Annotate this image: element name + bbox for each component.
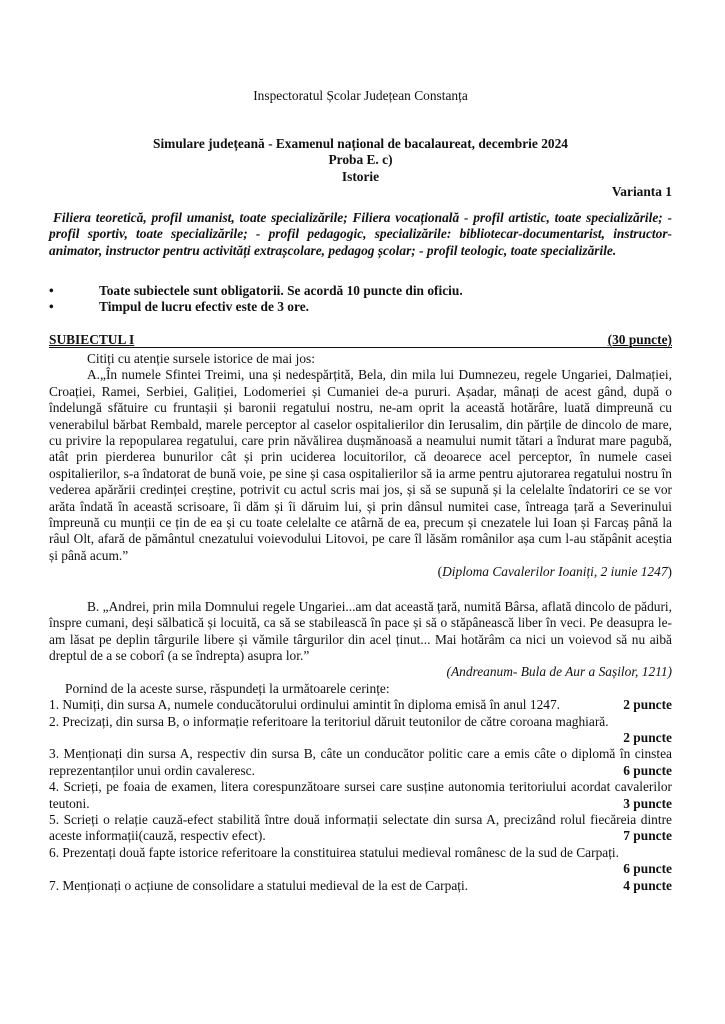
bullet-icon: • xyxy=(49,283,54,298)
source-a-citation: (Diploma Cavalerilor Ioaniți, 2 iunie 1247) xyxy=(437,564,672,580)
title-line-2: Proba E. c) xyxy=(328,152,393,168)
rules-list xyxy=(49,283,672,316)
title-line-1: Simulare județeană - Examenul național de bacalaureat, decembrie 2024 xyxy=(153,136,568,151)
question-4: 4. Scrieți, pe foaia de examen, litera corespunzătoare sursei care susține autonomia teritoriului acordat cavalerilor teutoni. 3 puncte xyxy=(49,779,672,811)
title-line-3: Istorie xyxy=(341,168,380,184)
exam-title xyxy=(49,136,672,185)
question-7: 7. Menționați o acțiune de consolidare a statului medieval de la est de Carpați. 4 puncte xyxy=(49,877,672,893)
subject-section xyxy=(49,333,672,894)
rule-item: • Timpul de lucru efectiv este de 3 ore. xyxy=(49,299,309,315)
question-2-points: 2 puncte xyxy=(623,729,672,745)
question-6-points: 6 puncte xyxy=(623,861,672,877)
question-6: 6. Prezentați două fapte istorice referitoare la constituirea statului medieval românesc de la sud de Carpați. xyxy=(49,844,619,860)
question-3: 3. Menționați din sursa A, respectiv din sursa B, câte un conducător politic care a emis câte o diplomă în cinstea reprezentanților unui ordin cavaleresc. 6 puncte xyxy=(49,746,672,778)
header-institution: Inspectoratul Școlar Județean Constanța xyxy=(253,88,468,103)
subject-heading xyxy=(49,333,672,348)
task-intro: Pornind de la aceste surse, răspundeți la următoarele cerințe: xyxy=(65,680,390,696)
question-2: 2. Precizați, din sursa B, o informație referitoare la teritoriul dăruit teutonilor de către coroana maghiară. xyxy=(49,713,609,729)
rule-item: • Toate subiectele sunt obligatorii. Se acordă 10 puncte din oficiu. xyxy=(49,283,463,298)
subject-points: (30 puncte) xyxy=(607,332,672,347)
intro-text: Citiți cu atenție sursele istorice de mai jos: xyxy=(87,351,315,366)
question-1: 1. Numiți, din sursa A, numele conducătorului ordinului amintit în diploma emisă în anul 1247. 2 puncte xyxy=(49,697,672,713)
bullet-icon: • xyxy=(49,299,54,315)
source-b: B. „Andrei, prin mila Domnului regele Ungariei...am dat această țară, numită Bârsa, aflată dincolo de păduri, înspre cumani, deși sălbatică și locuită, ca să se stabilească în pace și să o stăpânească liber în veci. Pe deasupra le-am lăsat pe deplin târgurile libere și vămile târgurilor din acel ținut... Mai hotărâm ca nici un voievod să nu aibă dreptul de a se coborî (a se îndrepta) asupra lor.” xyxy=(49,598,672,663)
subject-title: SUBIECTUL I xyxy=(49,332,135,347)
source-a: A.„În numele Sfintei Treimi, una și nedespărțită, Bela, din mila lui Dumnezeu, regele Ungariei, Dalmației, Croației, Ramei, Serbiei, Galiției, Lodomeriei și Cumaniei de-a pururi. Așadar, mânați de acest gând, după o îndelungă sfătuire cu fruntașii și baronii regatului nostru, ne-am oprit la această hotărâre, luată dimpreună cu venerabilul bărbat Rembald, marele perceptor al caselor ospitalierilor din Ierusalim, din părțile de dincolo de mare, cu privire la repopularea regatului, care prin năvălirea dușmănoasă a neamului numit tătari a îndurat mare pagubă, atât prin pierderea bunurilor cât și prin uciderea locuitorilor, că deoarece acel perceptor, în numele casei ospitalierilor, s-a îndatorat de bună voie, pe sine și casa ospitalierilor să ia arme pentru ajutorarea regatului nostru în vederea apărării credinței creștine, potrivit cu actul scris mai jos, și să se supună și la celelalte îndatoriri ce se vor arăta îndată în această scrisoare, îi dăm și îi dăruim lui, și prin dânsul numitei case, întreaga țară a Severinului împreună cu munții ce țin de ea și cu toate celelalte ce atârnă de ea, precum și cnezatele lui Ioan și Farcaș până la râul Olt, afară de pământul cnezatului voievodului Litovoi, pe care îl lăsăm românilor așa cum l-au stăpânit aceștia și până acum.” xyxy=(49,367,672,563)
question-5: 5. Scrieți o relație cauză-efect stabilită între două informații selectate din sursa A, precizând rolul fiecăreia dintre aceste informații(cauză, respectiv efect). 7 puncte xyxy=(49,811,672,844)
source-b-citation: (Andreanum- Bula de Aur a Sașilor, 1211) xyxy=(446,664,672,680)
variant: Varianta 1 xyxy=(611,184,672,199)
profiles-text: Filiera teoretică, profil umanist, toate specializările; Filiera vocațională - profil artistic, toate specializările; - profil sportiv, toate specializările; - profil pedagogic, specializările: bibliotecar-documentarist, instructor-animator, instructor pentru activități extrașcolare, pedagog școlar; - profil teologic, toate specializările. xyxy=(49,210,672,258)
